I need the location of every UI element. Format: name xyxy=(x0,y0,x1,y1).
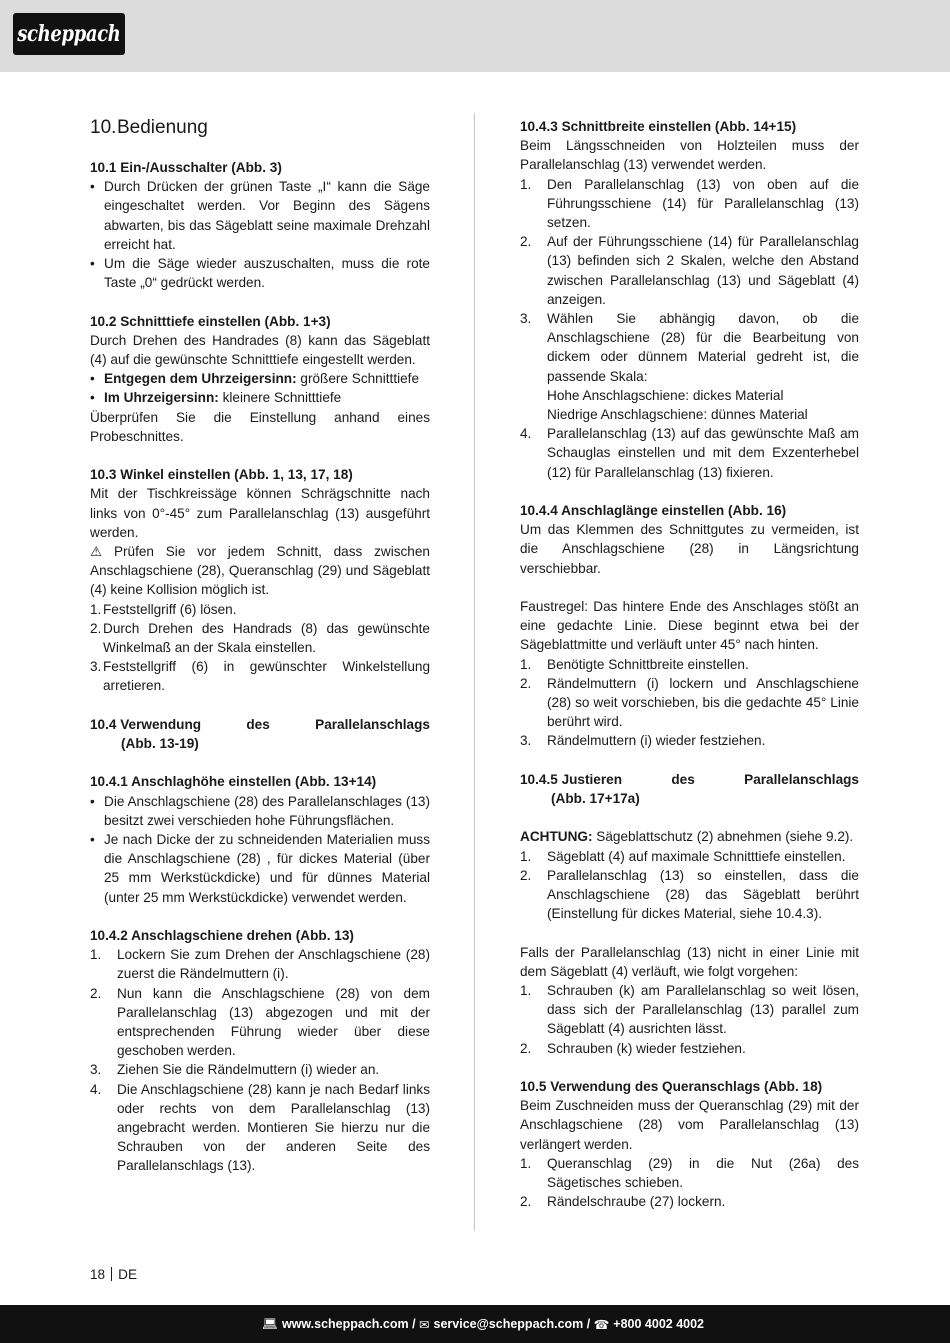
heading-10-5: 10.5 Verwendung des Queranschlags (Abb. 18) xyxy=(520,1079,823,1095)
list-item: • Entgegen dem Uhrzeigersinn: größere Schnitttiefe xyxy=(90,371,420,387)
numbered-list xyxy=(520,981,859,1058)
list-item: • Durch Drücken der grünen Taste „I“ kann die Säge eingeschaltet werden. Vor Beginn des Sägens abwarten, bis das Sägeblatt seine maximale Drehzahl erreicht hat. xyxy=(90,179,430,252)
list-item: 4. Parallelanschlag (13) auf das gewünschte Maß am Schauglas einstellen und mit dem Exzenterhebel (12) für Parallelanschlag (13) fixieren. xyxy=(520,426,859,480)
list-item: • Im Uhrzeigersinn: kleinere Schnitttiefe xyxy=(90,390,342,406)
computer-icon: 💻︎ xyxy=(262,1316,278,1331)
scheppach-logo xyxy=(13,13,125,55)
list-item: • Die Anschlagschiene (28) des Parallelanschlages (13) besitzt zwei verschieden hohe Führungsflächen. xyxy=(90,793,430,828)
list-item: 3. Ziehen Sie die Rändelmuttern (i) wieder an. xyxy=(90,1062,380,1078)
list-item: 1. Sägeblatt (4) auf maximale Schnitttiefe einstellen. xyxy=(520,848,846,864)
numbered-list xyxy=(90,600,430,696)
heading-10-2: 10.2 Schnitttiefe einstellen (Abb. 1+3) xyxy=(90,313,331,329)
heading-10-4-4: 10.4.4 Anschlaglänge einstellen (Abb. 16) xyxy=(520,503,787,519)
list-item: 3. Rändelmuttern (i) wieder festziehen. xyxy=(520,733,766,749)
list-item: 2. Durch Drehen des Handrads (8) das gewünschte Winkelmaß an der Skala einstellen. xyxy=(90,620,430,656)
caution-paragraph: ACHTUNG: Sägeblattschutz (2) abnehmen (siehe 9.2). xyxy=(520,829,854,845)
numbered-list xyxy=(520,847,859,924)
list-item: 2. Rändelschraube (27) lockern. xyxy=(520,1194,726,1210)
list-item: 2. Parallelanschlag (13) so einstellen, dass die Anschlagschiene (28) das Sägeblatt berührt (Einstellung für dickes Material, siehe 10.4.3). xyxy=(520,867,859,922)
list-item: 2. Schrauben (k) wieder festziehen. xyxy=(520,1040,746,1056)
heading-10-4-2: 10.4.2 Anschlagschiene drehen (Abb. 13) xyxy=(90,928,354,944)
list-item: 1. Lockern Sie zum Drehen der Anschlagschiene (28) zuerst die Rändelmuttern (i). xyxy=(90,947,430,982)
heading-10-1: 10.1 Ein-/Ausschalter (Abb. 3) xyxy=(90,160,282,175)
logo-text: scheppach xyxy=(17,21,121,47)
list-item: 3. Feststellgriff (6) in gewünschter Winkelstellung arretieren. xyxy=(90,659,430,694)
heading-10-4-1: 10.4.1 Anschlaghöhe einstellen (Abb. 13+14) xyxy=(90,774,377,790)
bullet-list xyxy=(90,177,430,292)
section-title: 10.Bedienung xyxy=(90,117,208,138)
list-item: 3. Wählen Sie abhängig davon, ob die Anschlagschiene (28) für die Bearbeitung von dickem oder dünnem Material gedreht ist, die passende Skala: Hohe Anschlagschiene: dickes Material Niedrige Anschlagschiene: dünnes Material xyxy=(520,311,859,423)
paragraph: Durch Drehen des Handrades (8) kann das Sägeblatt (4) auf die gewünschte Schnitttiefe eingestellt werden. xyxy=(90,332,430,368)
right-column xyxy=(520,117,859,1211)
footer-bar: 💻︎ www.scheppach.com / ✉ service@scheppach.com / ☎ +800 4002 4002 xyxy=(0,1305,950,1343)
heading-10-3: 10.3 Winkel einstellen (Abb. 1, 13, 17, 18) xyxy=(90,467,353,483)
bullet-list xyxy=(90,369,430,407)
list-item: 1. Schrauben (k) am Parallelanschlag so weit lösen, dass sich der Parallelanschlag (13) parallel zum Sägeblatt (4) ausrichten lässt. xyxy=(520,983,859,1037)
left-column xyxy=(90,117,430,1176)
list-item: • Je nach Dicke der zu schneidenden Materialien muss die Anschlagschiene (28) , für dickes Material (über 25 mm Werkstückdicke) und für dünnes Material (unter 25 mm Werkstückdicke) verwendet werden. xyxy=(90,832,430,905)
list-item: 2. Rändelmuttern (i) lockern und Anschlagschiene (28) so weit vorschieben, bis die gedachte 45° Linie berührt wird. xyxy=(520,675,859,730)
warning-paragraph: ⚠ Prüfen Sie vor jedem Schnitt, dass zwischen Anschlagschiene (28), Queranschlag (29) und Sägeblatt (4) keine Kollision möglich ist. xyxy=(90,544,430,598)
list-item: 1. Benötigte Schnittbreite einstellen. xyxy=(520,656,749,672)
list-item: 2. Nun kann die Anschlagschiene (28) von dem Parallelanschlag (13) abgezogen und mit der entsprechenden Führung wieder über diese geschoben werden. xyxy=(90,985,430,1059)
mail-icon: ✉ xyxy=(419,1317,430,1332)
paragraph: Faustregel: Das hintere Ende des Anschlages stößt an eine gedachte Linie. Diese beginnt etwa bei der Sägeblattmitte und verläuft unter 45° nach hinten. xyxy=(520,599,859,653)
paragraph: Um das Klemmen des Schnittgutes zu vermeiden, ist die Anschlagschiene (28) in Längsrichtung verschiebbar. xyxy=(520,522,859,576)
numbered-list xyxy=(520,655,859,751)
list-item: 1. Queranschlag (29) in die Nut (26a) des Sägetisches schieben. xyxy=(520,1155,859,1191)
page-number: 18 DE xyxy=(90,1267,138,1282)
footer-mail-link[interactable]: service@scheppach.com xyxy=(433,1317,584,1331)
warning-triangle-icon: ⚠ xyxy=(90,544,103,560)
list-item: 1. Den Parallelanschlag (13) von oben auf die Führungsschiene (14) für Parallelanschlag (13) setzen. xyxy=(520,176,859,231)
paragraph: Mit der Tischkreissäge können Schrägschnitte nach links von 0°-45° zum Parallelanschlag (13) ausgeführt werden. xyxy=(90,486,430,540)
footer-web-link[interactable]: www.scheppach.com xyxy=(281,1317,409,1331)
header-band xyxy=(0,0,950,72)
column-divider xyxy=(474,113,475,1231)
bullet-list xyxy=(90,792,430,907)
list-item: 1. Feststellgriff (6) lösen. xyxy=(90,601,237,617)
heading-10-4-5: 10.4.5 Justieren des Parallelanschlags xyxy=(520,771,859,787)
list-item: • Um die Säge wieder auszuschalten, muss die rote Taste „0“ gedrückt werden. xyxy=(90,256,430,291)
paragraph: Falls der Parallelanschlag (13) nicht in einer Linie mit dem Sägeblatt (4) verläuft, wie folgt vorgehen: xyxy=(520,944,859,979)
paragraph: Überprüfen Sie die Einstellung anhand eines Probeschnittes. xyxy=(90,409,430,444)
paragraph: Beim Längsschneiden von Holzteilen muss der Parallelanschlag (13) verwendet werden. xyxy=(520,138,859,173)
heading-10-4-3: 10.4.3 Schnittbreite einstellen (Abb. 14+15) xyxy=(520,119,797,134)
heading-10-4-5-sub: (Abb. 17+17a) xyxy=(551,791,640,807)
list-item: 2. Auf der Führungsschiene (14) für Parallelanschlag (13) befinden sich 2 Skalen, welche den Abstand zwischen Parallelanschlag (13) und Sägeblatt (4) anzeigen. xyxy=(520,234,859,307)
paragraph: Beim Zuschneiden muss der Queranschlag (29) mit der Anschlagschiene (28) vom Parallelanschlag (13) verlängert werden. xyxy=(520,1098,859,1152)
numbered-list xyxy=(520,1154,859,1212)
heading-10-4-sub: (Abb. 13-19) xyxy=(121,736,199,752)
phone-icon: ☎ xyxy=(593,1317,610,1332)
list-item: 4. Die Anschlagschiene (28) kann je nach Bedarf links oder rechts von dem Parallelanschlag (13) angebracht werden. Montieren Sie hierzu nur die Schrauben von der anderen Seite des Parallelanschlags (13). xyxy=(90,1081,430,1174)
footer-phone: +800 4002 4002 xyxy=(613,1317,704,1331)
heading-10-4: 10.4 Verwendung des Parallelanschlags xyxy=(90,716,430,732)
numbered-list xyxy=(90,945,430,1175)
numbered-list xyxy=(520,175,859,482)
